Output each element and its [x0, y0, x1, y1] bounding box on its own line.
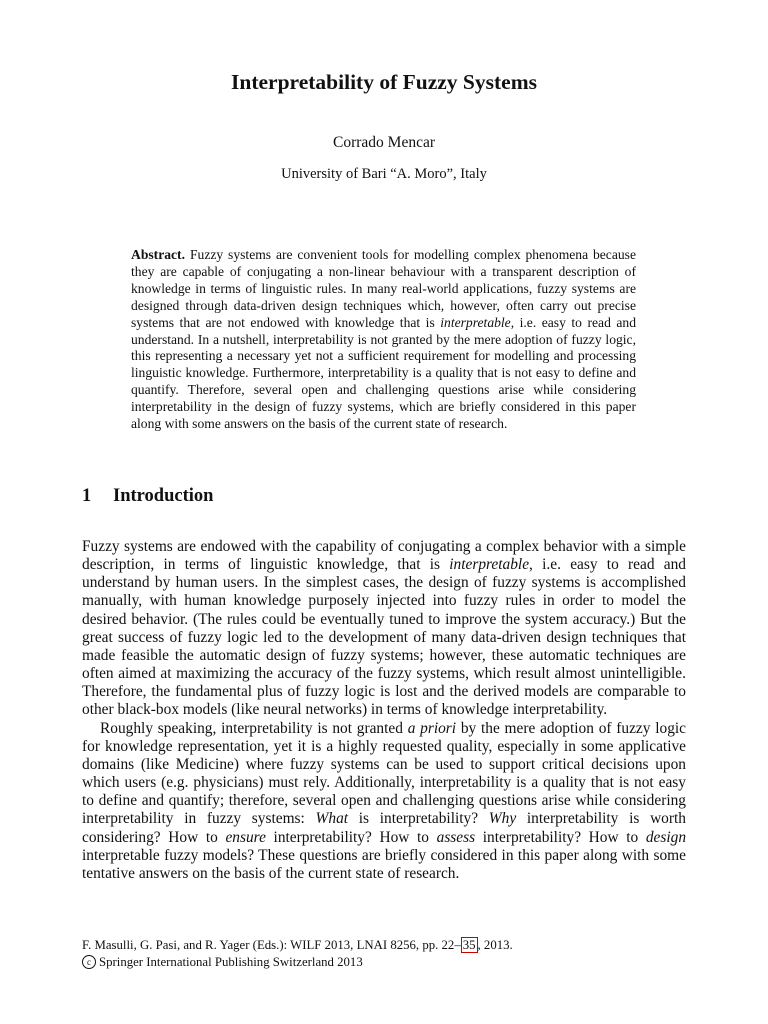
section-heading: [82, 486, 213, 507]
page-end-link[interactable]: 35: [462, 938, 476, 952]
emphasis-ensure: ensure: [225, 828, 266, 846]
citation-text: F. Masulli, G. Pasi, and R. Yager (Eds.): WILF 2013, LNAI 8256, pp. 22–: [82, 938, 461, 952]
paragraph-2-text-a: Roughly speaking, interpretability is not granted: [100, 719, 408, 737]
paragraph-1-emphasis: interpretable: [449, 556, 530, 574]
paragraph-2-text-b: by the mere adoption of fuzzy logic for knowledge representation, yet it is a highly requested quality, especially in some applicative domains (like Medicine) where fuzzy systems can be used to support critical decisions upon which users (e.g. physicians) must rely. Additionally, interpretability is a quality that is not easy to define and quantify; therefore, several open and challenging questions arise while considering interpretability in fuzzy systems:: [82, 719, 686, 828]
paragraph-1-text-b: , i.e. easy to read and understand by human users. In the simplest cases, the design of fuzzy systems is accomplished manually, with human knowledge purposely injected into fuzzy rules in order to model the desired behavior. (The rules could be eventually tuned to improve the system accuracy.) But the great success of fuzzy logic led to the development of many data-driven design techniques that made feasible the automatic design of fuzzy systems; however, these automatic techniques are often aimed at maximizing the accuracy of the fuzzy systems, which result almost unintelligible. Therefore, the fundamental plus of fuzzy logic is lost and the derived models are comparable to other black-box models (like neural networks) in terms of knowledge interpretability.: [82, 556, 686, 719]
abstract: [131, 247, 636, 433]
abstract-emphasis: interpretable: [440, 314, 511, 330]
footer: [82, 937, 686, 971]
paragraph-2-text-f: interpretability? How to: [475, 828, 646, 846]
paragraph-2-text-d: interpretability is worth considering? How to: [82, 810, 686, 846]
author-name: Corrado Mencar: [333, 134, 435, 151]
emphasis-a-priori: a priori: [407, 719, 457, 737]
paragraph-2: [82, 720, 686, 883]
emphasis-why: Why: [488, 810, 517, 828]
citation-line: [82, 937, 686, 954]
citation-year: , 2013.: [477, 938, 513, 952]
paragraph-1: [82, 538, 686, 720]
paragraph-1-text-a: Fuzzy systems are endowed with the capability of conjugating a complex behavior with a simple description, in terms of linguistic knowledge, that is: [82, 538, 686, 574]
copyright-icon: c: [82, 955, 96, 969]
abstract-text-2: , i.e. easy to read and understand. In a nutshell, interpretability is not granted by the mere adoption of fuzzy logic, this representing a necessary yet not a sufficient requirement for modelling and processing linguistic knowledge. Furthermore, interpretability is a quality that is not easy to define and quantify. Therefore, several open and challenging questions arise while considering interpretability in the design of fuzzy systems, which are briefly considered in this paper along with some answers on the basis of the current state of research.: [131, 314, 636, 432]
author-affiliation: University of Bari “A. Moro”, Italy: [281, 166, 487, 182]
emphasis-what: What: [315, 810, 349, 828]
copyright-text: Springer International Publishing Switzerland 2013: [99, 955, 363, 969]
emphasis-assess: assess: [436, 828, 476, 846]
emphasis-design: design: [645, 828, 687, 846]
abstract-text-1: Fuzzy systems are convenient tools for modelling complex phenomena because they are capable of conjugating a non-linear behaviour with a transparent description of knowledge in terms of linguistic rules. In many real-world applications, fuzzy systems are designed through data-driven design techniques which, however, often carry out precise systems that are not endowed with knowledge that is: [131, 247, 636, 330]
abstract-label: Abstract.: [131, 247, 185, 262]
section-body: [82, 538, 686, 883]
copyright-line: [82, 954, 686, 971]
section-title: Introduction: [113, 486, 214, 506]
section-number: 1: [82, 486, 92, 506]
paper-title: Interpretability of Fuzzy Systems: [231, 70, 537, 94]
paragraph-2-text-c: is interpretability?: [348, 810, 489, 828]
paragraph-2-text-g: interpretable fuzzy models? These questions are briefly considered in this paper along with some tentative answers on the basis of the current state of research.: [82, 846, 686, 882]
paragraph-2-text-e: interpretability? How to: [265, 828, 437, 846]
